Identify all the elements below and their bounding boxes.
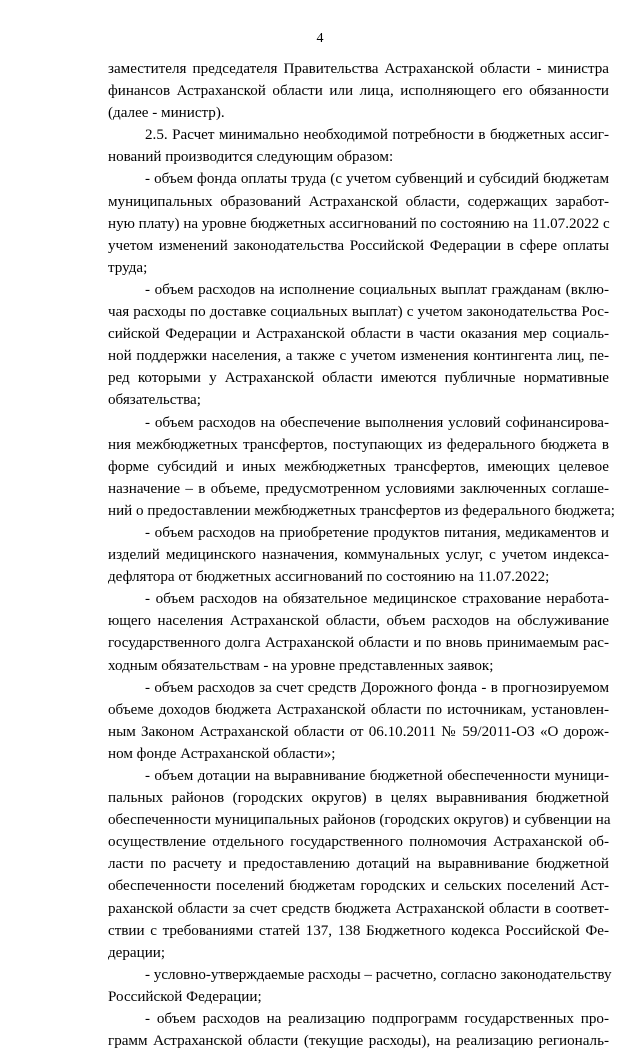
text-line: ласти по расчету и предоставлению дотаций на выравнивание бюджетной (108, 856, 609, 873)
text-line: 2.5. Расчет минимально необходимой потребности в бюджетных ассиг- (145, 127, 609, 144)
text-line: финансов Астраханской области или лица, исполняющего его обязанности (108, 83, 609, 100)
text-line: - объем расходов на приобретение продуктов питания, медикаментов и (145, 524, 609, 541)
text-line: обеспеченности поселений бюджетам городских и сельских поселений Аст- (108, 878, 609, 895)
text-line: сийской Федерации и Астраханской области в части оказания мер социаль- (108, 326, 609, 343)
text-line: пальных районов (городских округов) в целях выравнивания бюджетной (108, 790, 609, 807)
text-line: ной поддержки населения, а также с учетом изменения контингента лиц, пе- (108, 348, 609, 365)
text-line: чая расходы по доставке социальных выплат) с учетом законодательства Рос- (108, 304, 609, 321)
text-line: дефлятора от бюджетных ассигнований по состоянию на 11.07.2022; (108, 569, 550, 586)
text-line: - условно-утверждаемые расходы – расчетно, согласно законодательству (145, 966, 612, 983)
text-line: ходным обязательствам - на уровне представленных заявок; (108, 657, 494, 674)
text-line: изделий медицинского назначения, коммунальных услуг, с учетом индекса- (108, 547, 609, 564)
text-line: ном фонде Астраханской области»; (108, 745, 336, 762)
text-line: - объем расходов на реализацию подпрограмм государственных про- (145, 1011, 609, 1028)
text-line: обязательства; (108, 392, 201, 409)
text-line: ред которыми у Астраханской области имеются публичные нормативные (108, 370, 609, 387)
text-line: ным Законом Астраханской области от 06.10.2011 № 59/2011-ОЗ «О дорож- (108, 723, 609, 740)
text-line: раханской области за счет средств бюджета Астраханской области в соответ- (108, 900, 609, 917)
text-line: - объем расходов на обязательное медицинское страхование неработа- (145, 591, 609, 608)
text-line: ния межбюджетных трансфертов, поступающих из федерального бюджета в (108, 436, 609, 453)
text-line: назначение – в объеме, предусмотренном условиями заключенных соглаше- (108, 480, 609, 497)
text-line: труда; (108, 259, 148, 276)
text-line: ний о предоставлении межбюджетных трансфертов из федерального бюджета; (108, 502, 615, 519)
text-line: дерации; (108, 944, 166, 961)
text-line: Российской Федерации; (108, 988, 262, 1005)
text-line: форме субсидий и иных межбюджетных трансфертов, имеющих целевое (108, 458, 609, 475)
text-line: осуществление отдельного государственного полномочия Астраханской об- (108, 834, 609, 851)
text-line: обеспеченности муниципальных районов (городских округов) и субвенции на (108, 812, 611, 829)
text-line: учетом изменений законодательства Российской Федерации в сфере оплаты (108, 237, 609, 254)
text-line: заместителя председателя Правительства Астраханской области - министра (108, 61, 609, 77)
text-line: - объем дотации на выравнивание бюджетной обеспеченности муници- (145, 768, 609, 784)
text-line: ную плату) на уровне бюджетных ассигнований по состоянию на 11.07.2022 с (108, 215, 610, 232)
text-line: ствии с требованиями статей 137, 138 Бюджетного кодекса Российской Фе- (108, 922, 609, 939)
text-line: - объем расходов за счет средств Дорожного фонда - в прогнозируемом (145, 679, 609, 696)
text-line: муниципальных образований Астраханской области, содержащих заработ- (108, 193, 609, 210)
text-line: объеме доходов бюджета Астраханской области по источникам, установлен- (108, 701, 609, 718)
text-line: - объем фонда оплаты труда (с учетом субвенций и субсидий бюджетам (145, 171, 609, 188)
document-body (108, 58, 615, 1052)
text-line: грамм Астраханской области (текущие расходы), на реализацию региональ- (108, 1033, 609, 1050)
text-line: - объем расходов на обеспечение выполнения условий софинансирова- (145, 414, 609, 431)
text-line: государственного долга Астраханской области и по вновь принимаемым рас- (108, 635, 609, 652)
text-line: нований производится следующим образом: (108, 149, 394, 166)
text-line: ющего населения Астраханской области, объем расходов на обслуживание (108, 613, 609, 630)
text-line: (далее - министр). (108, 105, 225, 122)
page-number: 4 (316, 31, 324, 46)
text-line: - объем расходов на исполнение социальных выплат гражданам (вклю- (145, 281, 609, 298)
